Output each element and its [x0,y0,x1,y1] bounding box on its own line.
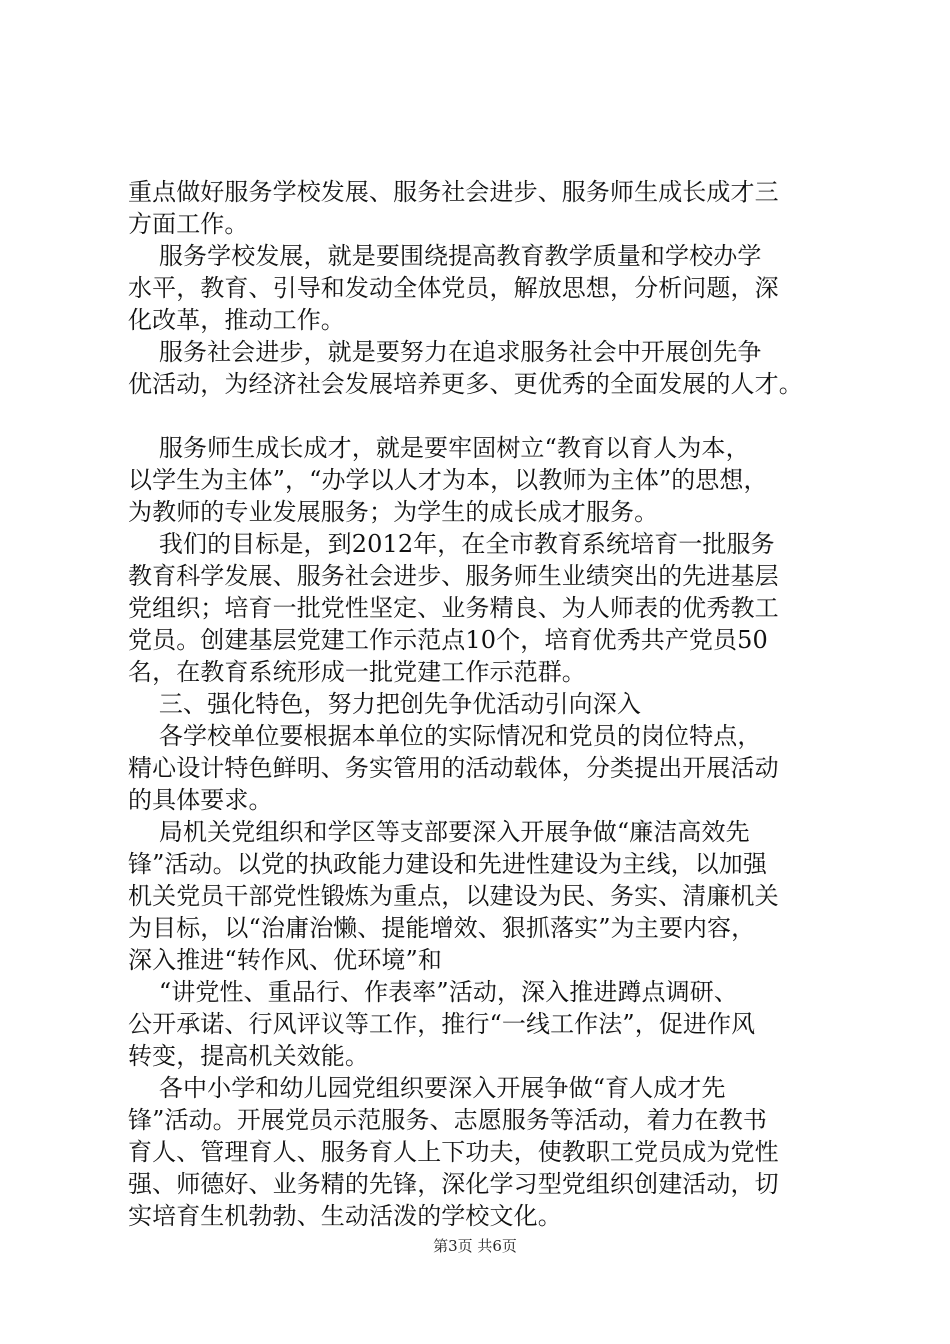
text-line: 服务社会进步，就是要努力在追求服务社会中开展创先争 [128,338,762,366]
text-line: 实培育生机勃勃、生动活泼的学校文化。 [128,1202,562,1230]
text-line: 各学校单位要根据本单位的实际情况和党员的岗位特点， [128,722,762,750]
text-line: 机关党员干部党性锻炼为重点，以建设为民、务实、清廉机关 [128,882,779,910]
text-line: 水平，教育、引导和发动全体党员，解放思想，分析问题，深 [128,274,779,302]
text-line: 精心设计特色鲜明、务实管用的活动载体，分类提出开展活动 [128,754,779,782]
text-line: 育人、管理育人、服务育人上下功夫，使教职工党员成为党性 [128,1138,779,1166]
text-line: 服务师生成长成才，就是要牢固树立“教育以育人为本， [128,434,750,462]
text-line: 教育科学发展、服务社会进步、服务师生业绩突出的先进基层 [128,562,779,590]
text-line: 局机关党组织和学区等支部要深入开展争做“廉洁高效先 [128,818,750,846]
text-line: 重点做好服务学校发展、服务社会进步、服务师生成长成才三 [128,178,779,206]
page-number-footer: 第3页 共6页 [433,1237,517,1255]
text-line: 公开承诺、行风评议等工作，推行“一线工作法”，促进作风 [128,1010,756,1038]
text-line: 党组织；培育一批党性坚定、业务精良、为人师表的优秀教工 [128,594,779,622]
text-line: 优活动，为经济社会发展培养更多、更优秀的全面发展的人才。 [128,370,803,398]
text-line: 为目标，以“治庸治懒、提能增效、狠抓落实”为主要内容， [128,914,756,942]
document-body [128,176,833,1232]
paragraph-gap [128,400,833,432]
text-line: 深入推进“转作风、优环境”和 [128,946,442,974]
section-heading: 三、强化特色，努力把创先争优活动引向深入 [128,690,641,718]
text-line: 方面工作。 [128,210,249,238]
text-line: 锋”活动。以党的执政能力建设和先进性建设为主线，以加强 [128,850,767,878]
text-line: 名，在教育系统形成一批党建工作示范群。 [128,658,586,686]
text-line: 服务学校发展，就是要围绕提高教育教学质量和学校办学 [128,242,762,270]
text-line: 为教师的专业发展服务；为学生的成长成才服务。 [128,498,659,526]
text-line: “讲党性、重品行、作表率”活动，深入推进蹲点调研、 [128,978,738,1006]
text-line: 强、师德好、业务精的先锋，深化学习型党组织创建活动，切 [128,1170,779,1198]
text-line: 各中小学和幼儿园党组织要深入开展争做“育人成才先 [128,1074,726,1102]
text-line: 锋”活动。开展党员示范服务、志愿服务等活动，着力在教书 [128,1106,767,1134]
text-line: 我们的目标是，到2012年，在全市教育系统培育一批服务 [128,530,775,558]
text-line: 转变，提高机关效能。 [128,1042,369,1070]
text-line: 党员。创建基层党建工作示范点10个，培育优秀共产党员50 [128,626,768,654]
text-line: 的具体要求。 [128,786,273,814]
text-line: 化改革，推动工作。 [128,306,345,334]
text-line: 以学生为主体”，“办学以人才为本，以教师为主体”的思想， [128,466,768,494]
